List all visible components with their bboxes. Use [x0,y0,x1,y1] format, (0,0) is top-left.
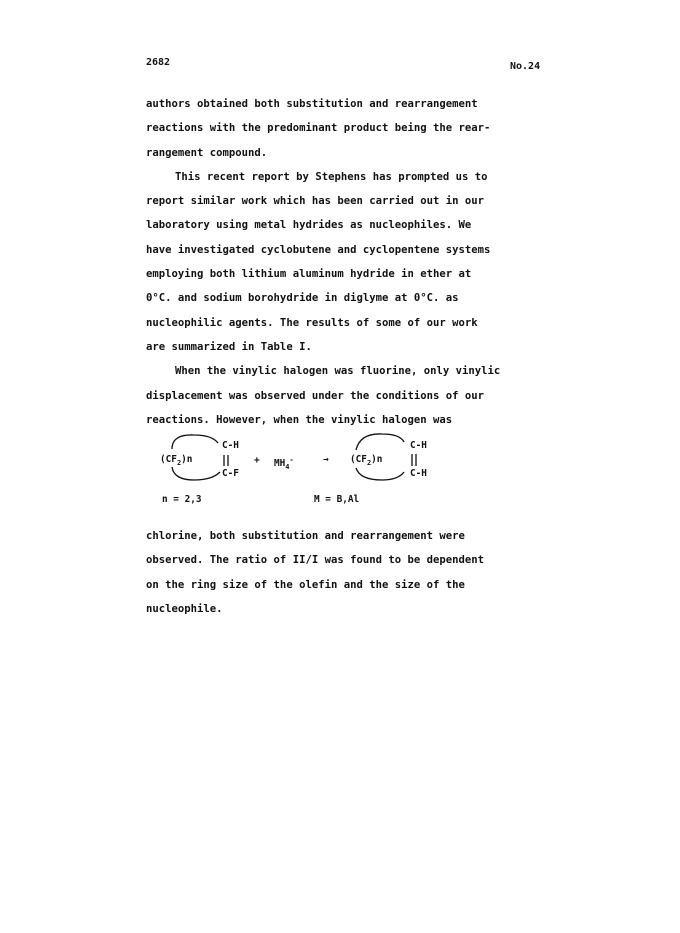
text-line: observed. The ratio of II/I was found to be dependent [146,554,485,567]
text-line: displacement was observed under the conditions of our [146,389,485,402]
reactant-bottom-group: C-F [222,468,239,479]
reactant-top-group: C-H [222,440,239,451]
reagent-label: $MH_4^-$ [274,456,294,471]
product-bottom-group: C-H [410,468,427,479]
paragraphs [146,92,526,432]
text-line: report similar work which has been carried out in our [146,195,485,208]
body-text [146,92,526,432]
text-line: chlorine, both substitution and rearrangement were [146,530,465,542]
text-line: laboratory using metal hydrides as nucleophiles. We [146,219,472,232]
reaction-arrow: → [323,454,329,465]
text-line: reactions. However, when the vinylic halogen was [146,413,453,426]
plus-sign: + [254,455,260,466]
text-line: nucleophilic agents. The results of some of our work [146,316,478,329]
paragraph [146,359,526,432]
reactant-ring-label: $(CF_2)n$ [160,454,193,467]
paragraphs-continued [146,524,526,621]
text-line: have investigated cyclobutene and cyclopentene systems [146,243,491,256]
paragraph [146,165,526,359]
paragraph [146,524,526,621]
text-line: When the vinylic halogen was fluorine, only vinylic [175,365,501,378]
text-line: reactions with the predominant product being the rear- [146,122,491,135]
text-line: on the ring size of the olefin and the size of the [146,578,465,591]
n-value-label: n = 2,3 [162,494,202,505]
text-line: authors obtained both substitution and rearrangement [146,98,478,110]
text-line: are summarized in Table I. [146,340,312,353]
page-number: 2682 [146,57,171,68]
text-line: 0°C. and sodium borohydride in diglyme at 0°C. as [146,292,459,305]
text-line: rangement compound. [146,146,268,159]
metal-label: M = B,Al [314,494,360,505]
text-line: This recent report by Stephens has prompted us to [175,170,488,183]
text-line: nucleophile. [146,602,223,615]
reaction-scheme [160,428,500,508]
journal-issue: No.24 [510,61,541,72]
reactant-ring-bottom-arc [172,467,220,480]
text-line: employing both lithium aluminum hydride in ether at [146,268,472,281]
body-text-continued [146,524,526,621]
product-ring-top-arc [356,434,404,450]
product-ring-bottom-arc [356,468,404,480]
product-top-group: C-H [410,440,427,451]
product-ring-label: $(CF_2)n$ [350,454,383,467]
reactant-ring-top-arc [172,435,218,449]
paragraph [146,92,526,165]
